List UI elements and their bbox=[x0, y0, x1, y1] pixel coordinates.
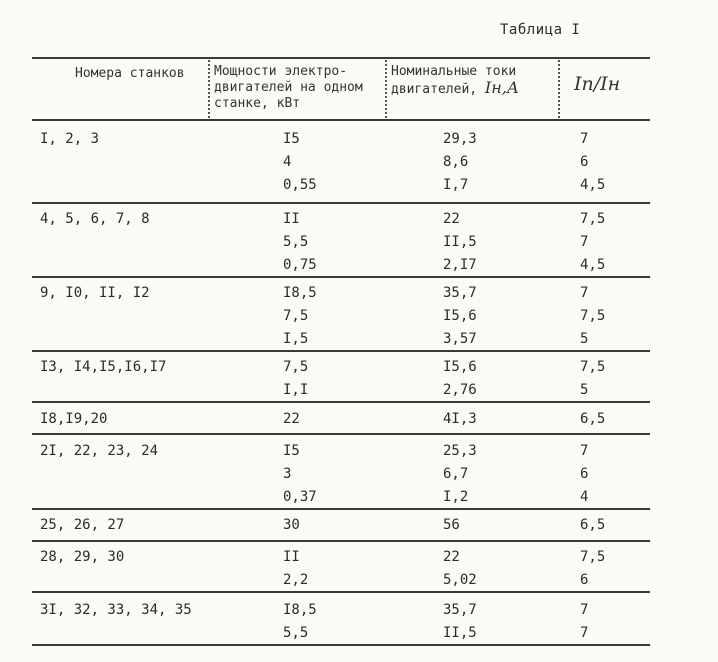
power-cell: I5 bbox=[283, 131, 300, 147]
group-divider bbox=[32, 508, 650, 510]
group-divider bbox=[32, 202, 650, 204]
machine-numbers-cell: 9, I0, II, I2 bbox=[40, 285, 150, 301]
current-cell: 22 bbox=[443, 549, 460, 565]
ratio-cell: 6 bbox=[580, 154, 589, 170]
header-separator-2 bbox=[385, 60, 387, 118]
ratio-cell: 6,5 bbox=[580, 411, 606, 427]
group-divider bbox=[32, 433, 650, 435]
group-divider bbox=[32, 276, 650, 278]
power-cell: 7,5 bbox=[283, 359, 309, 375]
group-divider bbox=[32, 540, 650, 542]
header-rated-current: Номинальные токи двигателей, Iн,А bbox=[391, 64, 519, 97]
ratio-cell: 6 bbox=[580, 572, 589, 588]
machine-numbers-cell: I8,I9,20 bbox=[40, 411, 108, 427]
header-machine-numbers: Номера станков bbox=[75, 66, 185, 81]
machine-numbers-cell: 2I, 22, 23, 24 bbox=[40, 443, 159, 459]
current-cell: I,2 bbox=[443, 489, 469, 505]
ratio-cell: 7,5 bbox=[580, 359, 606, 375]
group-divider bbox=[32, 401, 650, 403]
ratio-cell: 5 bbox=[580, 331, 589, 347]
ratio-cell: 4,5 bbox=[580, 177, 606, 193]
current-cell: II,5 bbox=[443, 234, 477, 250]
power-cell: II bbox=[283, 211, 300, 227]
power-cell: 7,5 bbox=[283, 308, 309, 324]
current-cell: I5,6 bbox=[443, 359, 477, 375]
power-cell: 3 bbox=[283, 466, 292, 482]
current-cell: 5,02 bbox=[443, 572, 477, 588]
machine-numbers-cell: 3I, 32, 33, 34, 35 bbox=[40, 602, 192, 618]
power-cell: 2,2 bbox=[283, 572, 309, 588]
ratio-cell: 5 bbox=[580, 382, 589, 398]
power-cell: 5,5 bbox=[283, 234, 309, 250]
current-cell: 6,7 bbox=[443, 466, 469, 482]
machine-numbers-cell: 25, 26, 27 bbox=[40, 517, 125, 533]
table-bottom-rule bbox=[32, 644, 650, 646]
machine-numbers-cell: 28, 29, 30 bbox=[40, 549, 125, 565]
header-separator-3 bbox=[558, 60, 560, 118]
current-cell: 29,3 bbox=[443, 131, 477, 147]
power-cell: 0,55 bbox=[283, 177, 317, 193]
current-cell: I5,6 bbox=[443, 308, 477, 324]
power-cell: II bbox=[283, 549, 300, 565]
ratio-cell: 7,5 bbox=[580, 549, 606, 565]
current-cell: 4I,3 bbox=[443, 411, 477, 427]
group-divider bbox=[32, 350, 650, 352]
power-cell: I8,5 bbox=[283, 602, 317, 618]
machine-numbers-cell: I3, I4,I5,I6,I7 bbox=[40, 359, 167, 375]
current-cell: 25,3 bbox=[443, 443, 477, 459]
ratio-cell: 6,5 bbox=[580, 517, 606, 533]
ratio-cell: 7,5 bbox=[580, 211, 606, 227]
power-cell: I5 bbox=[283, 443, 300, 459]
current-cell: I,7 bbox=[443, 177, 469, 193]
table-top-rule bbox=[32, 57, 650, 59]
current-cell: II,5 bbox=[443, 625, 477, 641]
current-cell: 3,57 bbox=[443, 331, 477, 347]
ratio-cell: 7 bbox=[580, 234, 589, 250]
ratio-cell: 7,5 bbox=[580, 308, 606, 324]
current-cell: 56 bbox=[443, 517, 460, 533]
ratio-cell: 6 bbox=[580, 466, 589, 482]
power-cell: I,I bbox=[283, 382, 309, 398]
ratio-cell: 4 bbox=[580, 489, 589, 505]
machine-numbers-cell: 4, 5, 6, 7, 8 bbox=[40, 211, 150, 227]
power-cell: 22 bbox=[283, 411, 300, 427]
ratio-cell: 7 bbox=[580, 625, 589, 641]
power-cell: 0,37 bbox=[283, 489, 317, 505]
power-cell: I,5 bbox=[283, 331, 309, 347]
power-cell: 5,5 bbox=[283, 625, 309, 641]
ratio-cell: 7 bbox=[580, 443, 589, 459]
table-caption: Таблица I bbox=[500, 22, 581, 38]
ratio-cell: 4,5 bbox=[580, 257, 606, 273]
ratio-cell: 7 bbox=[580, 602, 589, 618]
power-cell: 4 bbox=[283, 154, 292, 170]
current-cell: 2,76 bbox=[443, 382, 477, 398]
header-bottom-rule bbox=[32, 119, 650, 121]
current-cell: 2,I7 bbox=[443, 257, 477, 273]
header-motor-power: Мощности электро-двигателей на одном станке, кВт bbox=[214, 64, 363, 111]
current-cell: 8,6 bbox=[443, 154, 469, 170]
ratio-cell: 7 bbox=[580, 285, 589, 301]
rated-current-symbol: Iн,А bbox=[484, 78, 519, 97]
machine-numbers-cell: I, 2, 3 bbox=[40, 131, 100, 147]
power-cell: 0,75 bbox=[283, 257, 317, 273]
group-divider bbox=[32, 591, 650, 593]
power-cell: I8,5 bbox=[283, 285, 317, 301]
current-cell: 35,7 bbox=[443, 285, 477, 301]
current-cell: 22 bbox=[443, 211, 460, 227]
power-cell: 30 bbox=[283, 517, 300, 533]
header-current-ratio: Iп/Iн bbox=[574, 73, 621, 95]
current-cell: 35,7 bbox=[443, 602, 477, 618]
header-separator-1 bbox=[208, 60, 210, 118]
ratio-cell: 7 bbox=[580, 131, 589, 147]
